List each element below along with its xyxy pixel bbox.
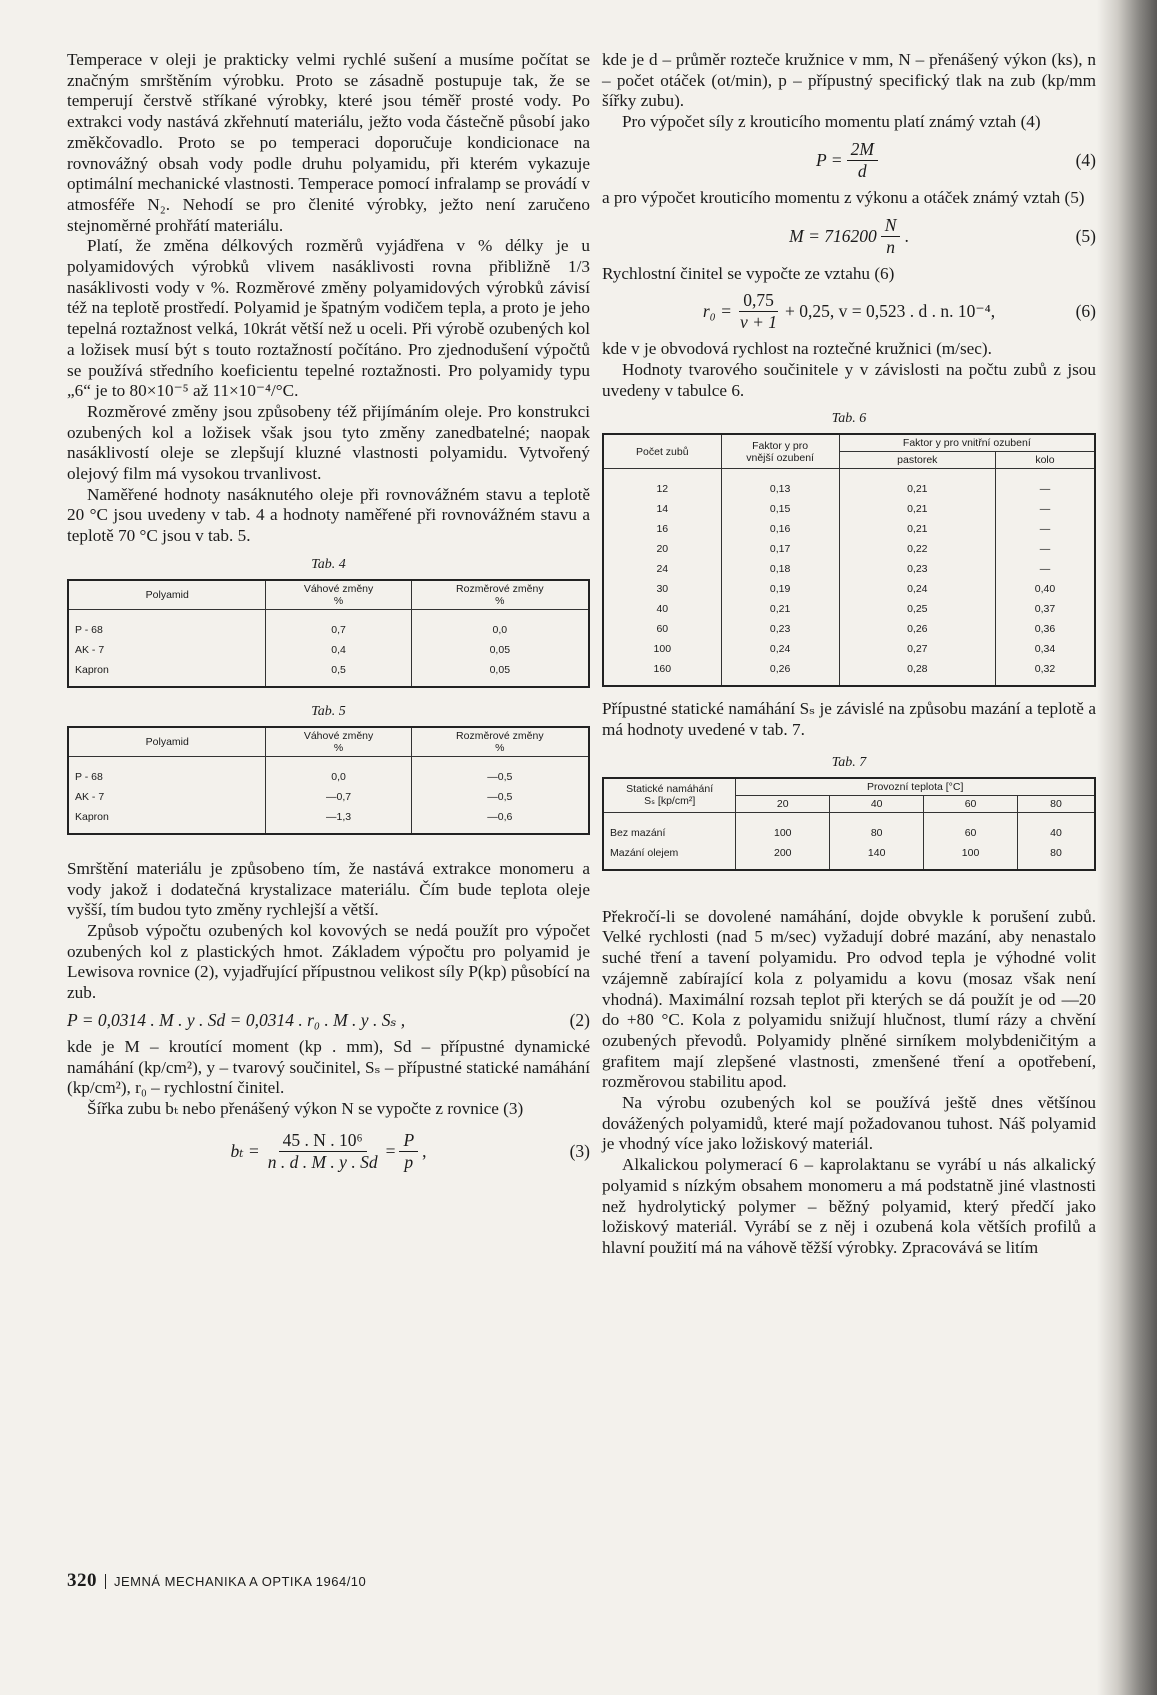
paragraph: Naměřené hodnoty nasáknutého oleje při rovnovážném stavu a teplotě 20 °C jsou uvedeny v tab. 4 a hodnoty naměřené při rovnovážném stavu a teplotě 70 °C jsou v tab. 5. <box>67 484 590 546</box>
table-row <box>603 639 1095 659</box>
table-row <box>603 519 1095 539</box>
equation-number: (5) <box>1075 225 1096 246</box>
table-cell: 80 <box>830 812 924 843</box>
table-header: Váhové změny % <box>266 727 411 757</box>
table-5 <box>67 726 590 835</box>
table-cell: 0,32 <box>995 659 1095 686</box>
table-row <box>603 659 1095 686</box>
paragraph: kde je d – průměr roztečе kružnice v mm, N – přenášený výkon (ks), n – počet otáček (ot/min), p – přípustný specifický tlak na zub (kp/mm šířky zubu). <box>602 50 1096 111</box>
table-row <box>68 807 589 834</box>
paragraph: a pro výpočet krouticího momentu z výkonu a otáček známý vztah (5) <box>602 187 1085 207</box>
table-cell: 60 <box>656 623 669 636</box>
table-cell: 0,36 <box>995 619 1095 639</box>
table-cell: —1,3 <box>266 807 411 834</box>
fraction <box>847 139 878 182</box>
table-cell: 0,23 <box>839 559 995 579</box>
table-cell: 0,37 <box>995 599 1095 619</box>
period: . <box>904 225 909 246</box>
table-cell: —0,7 <box>266 787 411 807</box>
numerator: 2M <box>847 139 878 161</box>
table-header: Faktor y pro vnější ozubení <box>721 434 839 469</box>
table-caption: Tab. 6 <box>831 411 867 427</box>
table-cell: 60 <box>924 812 1018 843</box>
paragraph: Rychlostní činitel se vypočte ze vztahu (6) <box>602 263 895 283</box>
table-cell: 0,19 <box>721 579 839 599</box>
table-cell: 0,13 <box>721 469 839 500</box>
table-row <box>68 609 589 640</box>
equation-lhs: P = <box>816 149 843 170</box>
equation-number: (6) <box>1075 301 1096 322</box>
table-header: 60 <box>924 795 1018 812</box>
table-cell: 0,21 <box>839 469 995 500</box>
table-header: Váhové změny % <box>266 580 411 610</box>
table-cell: — <box>995 539 1095 559</box>
denominator: d <box>857 160 867 181</box>
table-cell: Kapron <box>75 663 109 676</box>
table-header: 40 <box>830 795 924 812</box>
table-header: Faktor y pro vnitřní ozubení <box>839 434 1095 452</box>
denominator: v + 1 <box>739 312 778 333</box>
table-header: pastorek <box>839 452 995 469</box>
table-row <box>603 619 1095 639</box>
equation-number: (4) <box>1075 149 1096 170</box>
paragraph: Rozměrové změny jsou způsobeny též přijímáním oleje. Pro konstrukci ozubených kol a ložisek však jsou tyto změny zanedbatelné; naopak nasáklivostí oleje se zlepšují kluzné vlastnosti polyamidu. Vytvořený olejový film má vysokou trvanlivost. <box>67 401 590 484</box>
equation-lhs: bₜ = <box>230 1140 260 1161</box>
left-column <box>67 50 590 1179</box>
denominator: n <box>886 236 895 257</box>
fraction <box>264 1130 382 1173</box>
table-cell: 160 <box>653 663 672 676</box>
table-cell: 0,28 <box>839 659 995 686</box>
table-cell: 0,26 <box>839 619 995 639</box>
table-cell: 0,05 <box>411 660 589 687</box>
table-row <box>68 787 589 807</box>
comma: , <box>422 1140 427 1161</box>
equation-lhs: r₀ = <box>702 301 732 322</box>
table-cell: 100 <box>653 643 672 656</box>
table-row <box>603 599 1095 619</box>
table-cell: — <box>995 499 1095 519</box>
numerator: 0,75 <box>739 290 778 312</box>
table-4 <box>67 579 590 688</box>
table-cell: 0,24 <box>839 579 995 599</box>
paragraph: Smrštění materiálu je způsobeno tím, že nastává extrakce monomeru a vody jakož i dodatečná krystalizace materiálu. Čím bude teplota oleje vyšší, tím budou tyto změny rychlejší a větší. <box>67 858 590 920</box>
paragraph: kde je M – kroutící moment (kp . mm), Sd – přípustné dynamické namáhání (kp/cm²), y – tvarový součinitel, Sₛ – přípustné statické namáhání (kp/cm²), r₀ – rychlostní činitel. <box>67 1036 590 1098</box>
table-row <box>603 579 1095 599</box>
table-cell: 0,4 <box>266 640 411 660</box>
paragraph: Překročí-li se dovolené namáhání, dojde obvykle k porušení zubů. Velké rychlosti (nad 5 m/sec) vyžadují dobré mazání, aby nenastalo suché tření a tavení polyamidu. Pro odvod tepla je výhodné volit vzájemně zabírající kola z polyamidu a kovu (mosaz však není vhodná). Maximální rozsah teplot při kterých se dá použít je od —20 do +80 °C. Kola z polyamidu snižují hlučnost, tlumí rázy a chvění ozubených převodů. Polyamidy plněné sirníkem molybdeničitým a grafitem mají zlepšené vlastnosti, zmenšené tření a opotřebení, rozměrovou stabilitu apod. <box>602 906 1096 1092</box>
table-header: 80 <box>1018 795 1096 812</box>
equation-3 <box>67 1130 590 1173</box>
table-6 <box>602 433 1096 687</box>
table-cell: Mazání olejem <box>610 846 679 859</box>
fraction <box>399 1130 418 1173</box>
table-row <box>603 843 1095 870</box>
table-cell: 140 <box>830 843 924 870</box>
equation-5 <box>602 215 1096 258</box>
page-edge-shadow <box>1097 0 1157 1695</box>
table-cell: Kapron <box>75 810 109 823</box>
page-number: 320 <box>67 1570 97 1591</box>
table-cell: 0,34 <box>995 639 1095 659</box>
numerator: 45 . N . 10⁶ <box>279 1130 367 1152</box>
table-cell: AK - 7 <box>75 790 105 803</box>
table-row <box>68 756 589 787</box>
table-cell: 0,22 <box>839 539 995 559</box>
table-cell: 0,0 <box>266 756 411 787</box>
numerator: P <box>399 1130 418 1152</box>
journal-name: JEMNÁ MECHANIKA A OPTIKA 1964/10 <box>114 1574 367 1589</box>
table-header: Provozní teplota [°C] <box>736 778 1095 796</box>
table-row <box>603 499 1095 519</box>
table-header: 20 <box>736 795 830 812</box>
equation-lhs: M = 716200 <box>789 225 877 246</box>
table-cell: 80 <box>1018 843 1096 870</box>
table-cell: 40 <box>656 603 669 616</box>
paragraph: Přípustné statické namáhání Sₛ je závislé na způsobu mazání a teplotě a má hodnoty uvedené v tab. 7. <box>602 699 1096 740</box>
table-cell: 0,21 <box>839 499 995 519</box>
table-header: Počet zubů <box>603 434 721 469</box>
paragraph: Pro výpočet síly z krouticího momentu platí známý vztah (4) <box>622 112 1041 132</box>
paragraph: Šířka zubu bₜ nebo přenášený výkon N se vypočte z rovnice (3) <box>87 1098 524 1118</box>
paragraph: Na výrobu ozubených kol se používá ještě dnes většínou dovážených polyamidů, které mají požadovanou tuhost. Náš polyamid je vhodný více jako ložiskový materiál. <box>602 1093 1096 1154</box>
table-cell: 0,40 <box>995 579 1095 599</box>
table-cell: Bez mazání <box>610 826 666 839</box>
table-cell: 0,25 <box>839 599 995 619</box>
table-row <box>68 660 589 687</box>
table-cell: AK - 7 <box>75 643 105 656</box>
table-row <box>603 469 1095 500</box>
table-cell: —0,6 <box>411 807 589 834</box>
table-cell: 200 <box>736 843 830 870</box>
table-cell: 0,05 <box>411 640 589 660</box>
table-cell: 0,16 <box>721 519 839 539</box>
table-header: kolo <box>995 452 1095 469</box>
paragraph: Temperace v oleji je prakticky velmi rychlé sušení a musíme počítat se značným smrštěním výrobku. Proto se zásadně postupuje tak, že se temperují čerstvě stříkané výrobky, které jsou téměř prosté vody. Po extrakci vody nastává zkřehnutí materiálu, ježto voda částečně působí jako změkčovadlo. Proto se po temperaci doporučuje kondicionace na rovnovážný obsah vody podle druhu polyamidu, při kterém vykazuje optimální mechanické vlastnosti. Temperace pomocí infralamp se provádí v atmosféře N₂. Nehodí se pro členité výrobky, ježto není zaručeno stejnoměrné prohřátí materiálu. <box>67 50 590 235</box>
table-cell: 0,21 <box>839 519 995 539</box>
table-cell: 0,24 <box>721 639 839 659</box>
paragraph: Platí, že změna délkových rozměrů vyjádřena v % délky je u polyamidových výrobků vlivem nasáklivosti rovna přibližně 1/3 nasáklivosti vody v %. Rozměrové změny polyamidových výrobků závisí též na teplotě prostředí. Polyamid je špatným vodičem tepla, a proto je jeho tepelná roztažnost velká, 10krát větší než u oceli. Při výrobě ozubených kol a ložisek musí být s touto roztažností počítáno. Pro zjednodušení výpočtů se používá středního koeficientu tepelné roztažnosti. Pro polyamidy typu „6“ je to 80×10⁻⁵ až 11×10⁻⁴/°C. <box>67 236 590 401</box>
table-cell: 0,18 <box>721 559 839 579</box>
table-cell: 0,26 <box>721 659 839 686</box>
equation-4 <box>602 139 1096 182</box>
table-cell: 0,0 <box>411 609 589 640</box>
table-cell: 20 <box>656 543 669 556</box>
paragraph: Alkalickou polymerací 6 – kaprolaktanu se vyrábí u nás alkalický polyamid s nízkým obsahem monomeru a má podstatně jiné vlastnosti než hydrolytický polymer – běžný polyamid, který předčí jako ložiskový materiál. Vyrábí se z něj i ozubená kola větších profilů a hlavní použití má na váhově těžší výrobky. Zpracovává se litím <box>602 1155 1096 1257</box>
table-cell: 0,7 <box>266 609 411 640</box>
table-cell: 16 <box>656 523 669 536</box>
table-cell: 0,23 <box>721 619 839 639</box>
denominator: p <box>404 1151 414 1172</box>
table-cell: 0,5 <box>266 660 411 687</box>
table-cell: — <box>995 469 1095 500</box>
table-header: Rozměrové změny % <box>411 727 589 757</box>
table-cell: —0,5 <box>411 787 589 807</box>
fraction <box>736 290 781 333</box>
table-row <box>68 640 589 660</box>
table-header: Polyamid <box>68 727 266 757</box>
table-cell: P - 68 <box>75 623 103 636</box>
table-cell: — <box>995 519 1095 539</box>
table-cell: 14 <box>656 503 669 516</box>
table-cell: 12 <box>656 483 669 496</box>
table-caption: Tab. 7 <box>831 754 867 770</box>
table-cell: 0,21 <box>721 599 839 619</box>
paragraph: Způsob výpočtu ozubených kol kovových se nedá použít pro výpočet ozubených kol z plastických hmot. Základem výpočtu pro polyamid je Lewisova rovnice (2), vyjadřující přípustnou velikost síly P(kp) působící na zub. <box>67 920 590 1003</box>
table-cell: P - 68 <box>75 770 103 783</box>
fraction <box>881 215 901 258</box>
table-cell: — <box>995 559 1095 579</box>
equals-sign: = <box>385 1140 396 1161</box>
equation-2 <box>67 1010 590 1031</box>
table-caption: Tab. 5 <box>311 703 346 719</box>
table-cell: 0,27 <box>839 639 995 659</box>
equation-body: P = 0,0314 . M . y . Sd = 0,0314 . r₀ . M . y . Sₛ , <box>67 1009 406 1030</box>
table-cell: 0,17 <box>721 539 839 559</box>
denominator: n . d . M . y . Sd <box>267 1151 378 1172</box>
equation-number: (3) <box>569 1140 590 1161</box>
right-column <box>602 50 1096 1259</box>
table-header: Polyamid <box>68 580 266 610</box>
table-row <box>603 539 1095 559</box>
table-header: Rozměrové změny % <box>411 580 589 610</box>
equation-rest: + 0,25, v = 0,523 . d . n. 10⁻⁴, <box>785 301 996 322</box>
table-cell: 100 <box>736 812 830 843</box>
paragraph: Hodnoty tvarového součinitele y v závislosti na počtu zubů z jsou uvedeny v tabulce 6. <box>602 359 1096 400</box>
page-footer <box>67 1570 366 1592</box>
table-cell: 24 <box>656 563 669 576</box>
table-7 <box>602 777 1096 871</box>
table-row <box>603 559 1095 579</box>
table-caption: Tab. 4 <box>311 556 346 572</box>
table-row <box>603 812 1095 843</box>
equation-6 <box>602 290 1096 333</box>
paragraph: kde v je obvodová rychlost na roztečné kružnici (m/sec). <box>602 339 992 359</box>
numerator: N <box>881 215 901 237</box>
table-cell: 0,15 <box>721 499 839 519</box>
table-cell: 100 <box>924 843 1018 870</box>
table-cell: —0,5 <box>411 756 589 787</box>
table-cell: 30 <box>656 583 669 596</box>
table-cell: 40 <box>1018 812 1096 843</box>
equation-number: (2) <box>569 1009 590 1030</box>
table-header: Statické namáhání Sₛ [kp/cm²] <box>603 778 736 813</box>
